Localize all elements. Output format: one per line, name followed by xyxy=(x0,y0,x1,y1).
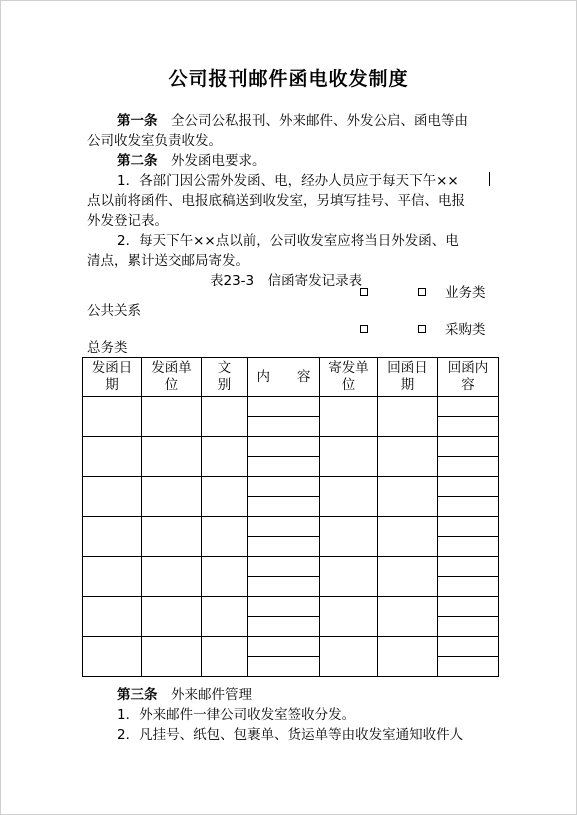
cell-send-unit[interactable] xyxy=(142,397,202,437)
table-row xyxy=(83,637,499,657)
header-send-unit: 发函单 位 xyxy=(142,358,202,397)
cell-reply-date[interactable] xyxy=(378,557,438,597)
cell-send-date[interactable] xyxy=(83,557,142,597)
cell-reply-content-2[interactable] xyxy=(438,577,499,597)
cell-content[interactable] xyxy=(248,597,320,617)
cell-sender-unit[interactable] xyxy=(320,437,378,477)
cell-doc-type[interactable] xyxy=(202,557,248,597)
category-business: 业务类 xyxy=(445,285,486,301)
table-row xyxy=(83,397,499,417)
cell-send-date[interactable] xyxy=(83,637,142,677)
cell-reply-content[interactable] xyxy=(438,397,499,417)
article3-text: 外来邮件管理 xyxy=(171,687,252,703)
table-caption: 表23-3 信函寄发记录表 xyxy=(210,273,363,289)
cell-reply-date[interactable] xyxy=(378,637,438,677)
cell-reply-content-2[interactable] xyxy=(438,457,499,477)
article1-line2: 公司收发室负责收发。 xyxy=(87,133,222,149)
article3-item2: 2．凡挂号、纸包、包裹单、货运单等由收发室通知收件人 xyxy=(117,727,464,743)
article1-line1 xyxy=(117,113,468,129)
cell-reply-date[interactable] xyxy=(378,477,438,517)
checkbox-3[interactable] xyxy=(360,325,368,333)
category-general-affairs: 总务类 xyxy=(87,340,128,356)
cell-send-date[interactable] xyxy=(83,477,142,517)
cell-content-2[interactable] xyxy=(248,537,320,557)
cell-reply-date[interactable] xyxy=(378,597,438,637)
cell-reply-content[interactable] xyxy=(438,637,499,657)
header-doc-type: 文 别 xyxy=(202,358,248,397)
document-title: 公司报刊邮件函电收发制度 xyxy=(168,68,409,90)
letter-record-table xyxy=(82,357,499,677)
cell-content-2[interactable] xyxy=(248,457,320,477)
cell-reply-content[interactable] xyxy=(438,517,499,537)
cell-reply-content[interactable] xyxy=(438,477,499,497)
cell-doc-type[interactable] xyxy=(202,597,248,637)
cell-send-unit[interactable] xyxy=(142,557,202,597)
article1-heading: 第一条 xyxy=(117,113,158,129)
article2-heading: 第二条 xyxy=(117,153,158,169)
cell-content-2[interactable] xyxy=(248,497,320,517)
cell-reply-date[interactable] xyxy=(378,397,438,437)
cell-send-date[interactable] xyxy=(83,517,142,557)
text-cursor xyxy=(489,172,490,186)
cell-send-date[interactable] xyxy=(83,597,142,637)
checkbox-4[interactable] xyxy=(418,325,426,333)
header-content: 内 容 xyxy=(248,358,320,397)
table-header-row xyxy=(83,358,499,397)
cell-sender-unit[interactable] xyxy=(320,637,378,677)
cell-send-date[interactable] xyxy=(83,437,142,477)
cell-sender-unit[interactable] xyxy=(320,557,378,597)
cell-reply-content-2[interactable] xyxy=(438,417,499,437)
checkbox-1[interactable] xyxy=(360,288,368,296)
table-row xyxy=(83,597,499,617)
cell-send-unit[interactable] xyxy=(142,597,202,637)
article3-heading: 第三条 xyxy=(117,687,158,703)
cell-content[interactable] xyxy=(248,437,320,457)
category-purchasing: 采购类 xyxy=(445,322,486,338)
article2-item1-line2: 点以前将函件、电报底稿送到收发室，另填写挂号、平信、电报 xyxy=(87,193,465,209)
cell-reply-content[interactable] xyxy=(438,437,499,457)
table-row xyxy=(83,437,499,457)
cell-send-unit[interactable] xyxy=(142,637,202,677)
cell-sender-unit[interactable] xyxy=(320,517,378,557)
cell-reply-content-2[interactable] xyxy=(438,617,499,637)
cell-content-2[interactable] xyxy=(248,577,320,597)
table-row xyxy=(83,477,499,497)
cell-content[interactable] xyxy=(248,397,320,417)
cell-doc-type[interactable] xyxy=(202,437,248,477)
article2-text: 外发函电要求。 xyxy=(171,153,266,169)
cell-send-unit[interactable] xyxy=(142,477,202,517)
table-row xyxy=(83,557,499,577)
cell-reply-date[interactable] xyxy=(378,517,438,557)
header-reply-content: 回函内 容 xyxy=(438,358,499,397)
cell-content[interactable] xyxy=(248,517,320,537)
header-sender-unit: 寄发单 位 xyxy=(320,358,378,397)
cell-reply-content-2[interactable] xyxy=(438,657,499,677)
article3-line xyxy=(117,687,252,703)
cell-reply-content-2[interactable] xyxy=(438,537,499,557)
cell-content-2[interactable] xyxy=(248,417,320,437)
cell-doc-type[interactable] xyxy=(202,397,248,437)
cell-content[interactable] xyxy=(248,477,320,497)
cell-doc-type[interactable] xyxy=(202,637,248,677)
cell-doc-type[interactable] xyxy=(202,477,248,517)
cell-sender-unit[interactable] xyxy=(320,397,378,437)
article2-item1-line1: 1．各部门因公需外发函、电，经办人员应于每天下午×× xyxy=(117,173,459,189)
cell-sender-unit[interactable] xyxy=(320,597,378,637)
header-reply-date: 回函日 期 xyxy=(378,358,438,397)
header-send-date: 发函日 期 xyxy=(83,358,142,397)
category-public-relations: 公共关系 xyxy=(87,303,141,319)
cell-reply-content[interactable] xyxy=(438,597,499,617)
cell-sender-unit[interactable] xyxy=(320,477,378,517)
cell-reply-content-2[interactable] xyxy=(438,497,499,517)
cell-reply-date[interactable] xyxy=(378,437,438,477)
article2-item1-line3: 外发登记表。 xyxy=(87,213,168,229)
cell-content-2[interactable] xyxy=(248,657,320,677)
cell-reply-content[interactable] xyxy=(438,557,499,577)
checkbox-2[interactable] xyxy=(418,288,426,296)
article2-item2-line1: 2．每天下午××点以前，公司收发室应将当日外发函、电 xyxy=(117,233,459,249)
cell-content[interactable] xyxy=(248,637,320,657)
cell-content-2[interactable] xyxy=(248,617,320,637)
cell-content[interactable] xyxy=(248,557,320,577)
cell-send-date[interactable] xyxy=(83,397,142,437)
cell-doc-type[interactable] xyxy=(202,517,248,557)
article2-line xyxy=(117,153,266,169)
article3-item1: 1．外来邮件一律公司收发室签收分发。 xyxy=(117,707,356,723)
cell-send-unit[interactable] xyxy=(142,517,202,557)
article1-text: 全公司公私报刊、外来邮件、外发公启、函电等由 xyxy=(171,113,468,129)
table-row xyxy=(83,517,499,537)
article2-item2-line2: 清点，累计送交邮局寄发。 xyxy=(87,253,249,269)
cell-send-unit[interactable] xyxy=(142,437,202,477)
